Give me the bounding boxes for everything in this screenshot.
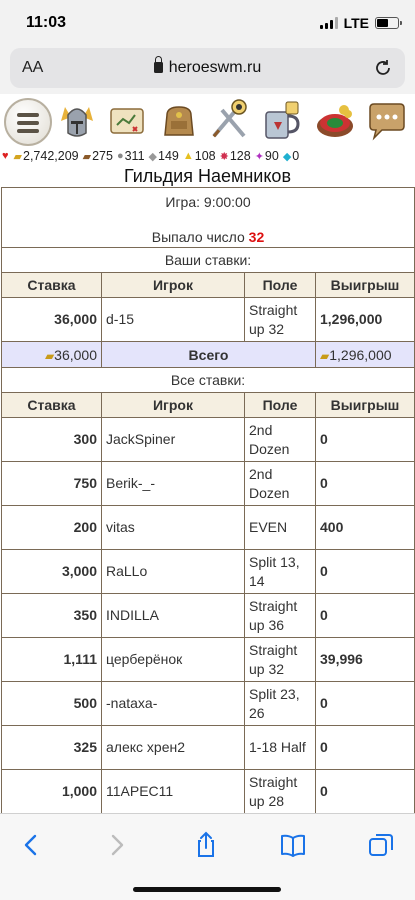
bet-field: 2nd Dozen	[245, 418, 316, 462]
win-amount: 0	[316, 726, 415, 770]
win-amount: 0	[316, 462, 415, 506]
player-name[interactable]: Berik-_-	[102, 462, 245, 506]
tavern-mug-icon[interactable]	[258, 98, 304, 144]
table-row	[2, 462, 415, 506]
win-amount: 0	[316, 770, 415, 814]
url-text: heroeswm.ru	[168, 59, 262, 76]
ios-status-bar	[0, 0, 415, 46]
your-bets-title: Ваши ставки:	[2, 248, 415, 273]
col-field: Поле	[245, 393, 316, 418]
crossed-swords-icon[interactable]	[206, 98, 252, 144]
status-indicators	[320, 15, 399, 31]
gold-icon: ▰	[320, 348, 330, 363]
gold-amount: 2,742,209	[23, 149, 79, 163]
resource-bar	[2, 148, 415, 164]
sulfur-icon: ▲	[182, 150, 194, 162]
bet-amount: 500	[2, 682, 102, 726]
col-bet: Ставка	[2, 273, 102, 298]
gems-amount: 90	[264, 149, 279, 163]
gold-icon: ▰	[13, 150, 22, 163]
col-win: Выигрыш	[316, 273, 415, 298]
diamond-icon: ◆	[282, 150, 292, 163]
table-row	[2, 298, 415, 342]
win-amount: 1,296,000	[316, 298, 415, 342]
player-name[interactable]: алекс хрен2	[102, 726, 245, 770]
share-icon[interactable]	[191, 830, 221, 860]
win-amount: 0	[316, 682, 415, 726]
bet-amount: 200	[2, 506, 102, 550]
back-icon[interactable]	[16, 830, 46, 860]
player-name[interactable]: церберёнок	[102, 638, 245, 682]
hamburger-menu-icon[interactable]	[4, 98, 52, 146]
game-info	[2, 188, 415, 248]
win-amount: 0	[316, 594, 415, 638]
wood-icon: ▰	[82, 150, 92, 163]
dropped-label: Выпало число	[151, 229, 245, 245]
diamond-amount: 0	[292, 149, 300, 163]
bet-amount: 36,000	[2, 298, 102, 342]
bet-amount: 3,000	[2, 550, 102, 594]
battery-icon	[375, 17, 399, 29]
safari-address-area	[0, 46, 415, 94]
bet-field: Split 23, 26	[245, 682, 316, 726]
bet-amount: 1,111	[2, 638, 102, 682]
gold-icon: ▰	[44, 348, 55, 363]
col-bet: Ставка	[2, 393, 102, 418]
mercury-icon: ◆	[148, 150, 157, 163]
page-title: Гильдия Наемников	[123, 166, 292, 186]
home-indicator	[133, 887, 281, 892]
roulette-icon[interactable]	[312, 98, 358, 144]
safari-bottom-toolbar	[0, 813, 415, 900]
table-row	[2, 726, 415, 770]
bet-field: 1-18 Half	[245, 726, 316, 770]
all-bets-body	[2, 418, 415, 858]
forward-icon[interactable]	[102, 830, 132, 860]
signal-icon	[320, 17, 338, 29]
bookmarks-icon[interactable]	[278, 830, 308, 860]
col-player: Игрок	[102, 273, 245, 298]
table-row	[2, 418, 415, 462]
roulette-results	[1, 187, 414, 858]
col-player: Игрок	[102, 393, 245, 418]
bet-amount: 350	[2, 594, 102, 638]
heart-icon: ♥	[2, 150, 9, 162]
bet-field: Straight up 28	[245, 770, 316, 814]
tabs-icon[interactable]	[366, 830, 396, 860]
bet-field: Straight up 32	[245, 638, 316, 682]
total-row	[2, 342, 415, 368]
player-name[interactable]: -nataxa-	[102, 682, 245, 726]
total-label: Всего	[102, 342, 316, 368]
map-scroll-icon[interactable]	[104, 98, 150, 144]
backpack-icon[interactable]	[156, 98, 202, 144]
status-time: 11:03	[26, 14, 67, 31]
table-row	[2, 594, 415, 638]
ore-icon: ●	[116, 150, 124, 162]
dropped-number-line	[2, 229, 414, 245]
bet-field: Split 13, 14	[245, 550, 316, 594]
col-field: Поле	[245, 273, 316, 298]
player-name[interactable]: INDILLA	[102, 594, 245, 638]
player-name[interactable]: JackSpiner	[102, 418, 245, 462]
win-amount: 0	[316, 418, 415, 462]
bet-field: 2nd Dozen	[245, 462, 316, 506]
table-row	[2, 682, 415, 726]
crystal-amount: 128	[229, 149, 251, 163]
gems-icon: ✦	[254, 150, 264, 163]
mercury-amount: 149	[158, 149, 179, 163]
bet-field: Straight up 36	[245, 594, 316, 638]
reader-aa-button[interactable]: AA	[22, 59, 44, 76]
bet-field: EVEN	[245, 506, 316, 550]
table-row	[2, 550, 415, 594]
game-time: Игра: 9:00:00	[165, 194, 251, 210]
lock-icon	[154, 62, 163, 73]
win-amount: 0	[316, 550, 415, 594]
game-toolbar	[0, 94, 415, 150]
bet-amount: 325	[2, 726, 102, 770]
player-name[interactable]: vitas	[102, 506, 245, 550]
player-name[interactable]: RaLLo	[102, 550, 245, 594]
chat-bubble-icon[interactable]	[364, 98, 410, 144]
url-field[interactable]	[10, 59, 405, 77]
ore-amount: 311	[124, 149, 145, 163]
win-amount: 39,996	[316, 638, 415, 682]
table-row	[2, 506, 415, 550]
wood-amount: 275	[92, 149, 113, 163]
sulfur-amount: 108	[194, 149, 216, 163]
address-bar[interactable]	[10, 48, 405, 88]
bet-amount: 300	[2, 418, 102, 462]
table-row	[2, 770, 415, 814]
all-bets-title: Все ставки:	[2, 368, 415, 393]
bet-amount: 750	[2, 462, 102, 506]
win-amount: 400	[316, 506, 415, 550]
reload-icon[interactable]	[373, 58, 393, 78]
table-row	[2, 638, 415, 682]
player-name[interactable]: 11APEC11	[102, 770, 245, 814]
col-win: Выигрыш	[316, 393, 415, 418]
knight-helmet-icon[interactable]	[54, 98, 100, 144]
network-label: LTE	[343, 15, 369, 31]
bets-table	[1, 187, 415, 858]
bet-amount: 1,000	[2, 770, 102, 814]
total-bet: ▰36,000	[2, 342, 102, 368]
dropped-number: 32	[248, 229, 265, 245]
total-win: ▰1,296,000	[316, 342, 415, 368]
player-name[interactable]: d-15	[102, 298, 245, 342]
crystal-icon: ✸	[219, 150, 229, 163]
bet-field: Straight up 32	[245, 298, 316, 342]
